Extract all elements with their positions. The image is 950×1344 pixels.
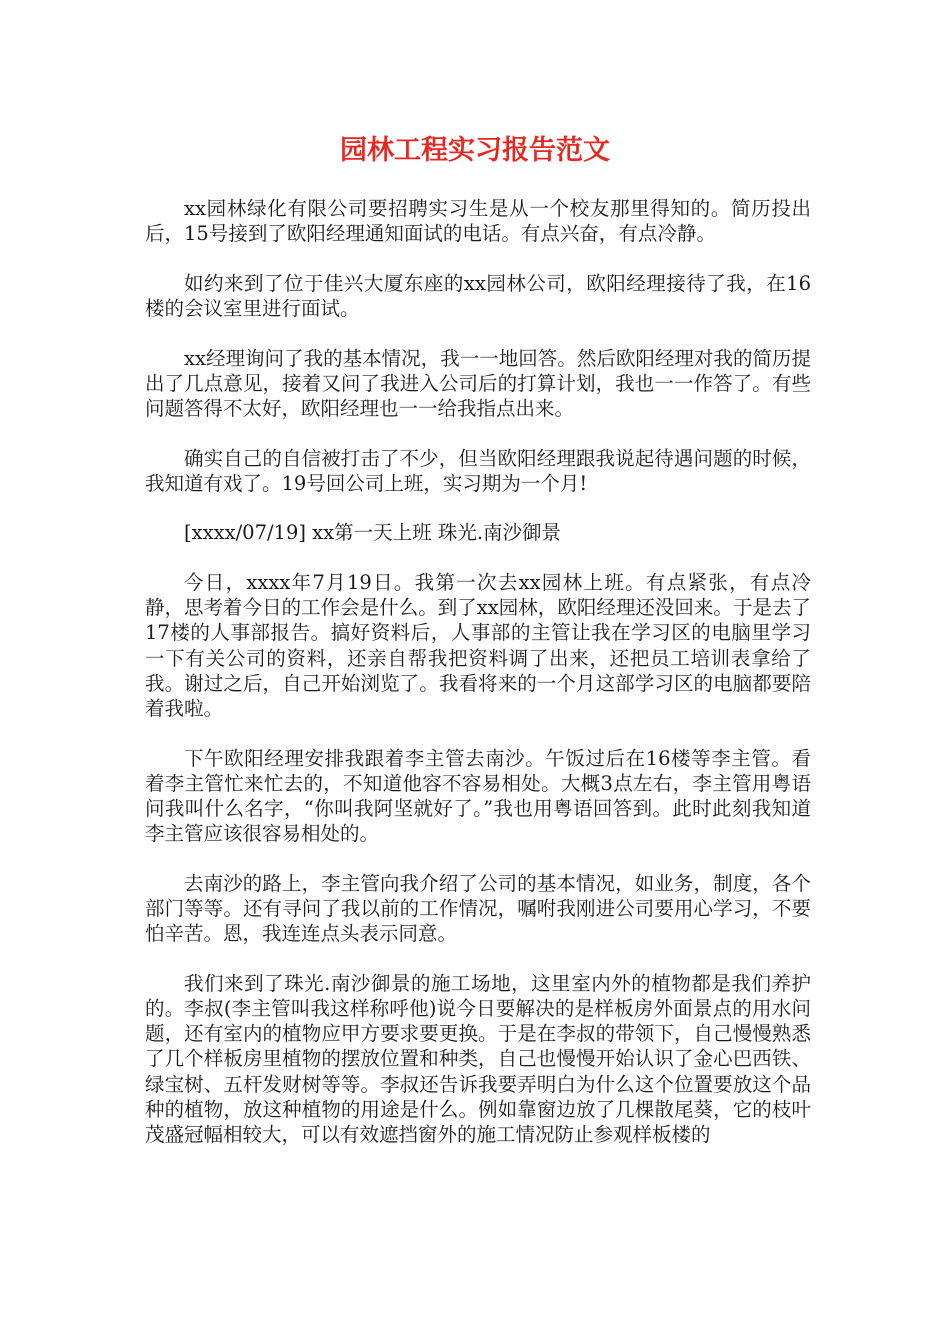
paragraph: 我们来到了珠光.南沙御景的施工场地，这里室内外的植物都是我们养护的。李叔(李主管叫我这样称呼他)说今日要解决的是样板房外面景点的用水问题，还有室内的植物应甲方要求要更换。于是在李叔的带领下，自己慢慢熟悉了几个样板房里植物的摆放位置和种类，自己也慢慢开始认识了金心巴西铁、绿宝树、五杆发财树等等。李叔还告诉我要弄明白为什么这个位置要放这个品种的植物，放这种植物的用途是什么。例如靠窗边放了几棵散尾葵，它的枝叶茂盛冠幅相较大，可以有效遮挡窗外的施工情况防止参观样板楼的 (145, 971, 811, 1147)
paragraph: xx经理询问了我的基本情况，我一一地回答。然后欧阳经理对我的简历提出了几点意见，接着又问了我进入公司后的打算计划，我也一一作答了。有些问题答得不太好，欧阳经理也一一给我指点出来。 (145, 346, 811, 420)
paragraph: 去南沙的路上，李主管向我介绍了公司的基本情况，如业务，制度，各个部门等等。还有寻问了我以前的工作情况，嘱咐我刚进公司要用心学习，不要怕辛苦。恩，我连连点头表示同意。 (145, 871, 811, 946)
paragraph: 确实自己的自信被打击了不少，但当欧阳经理跟我说起待遇问题的时候，我知道有戏了。19号回公司上班，实习期为一个月! (145, 446, 811, 495)
document-title: 园林工程实习报告范文 (340, 135, 610, 166)
document-body (145, 196, 811, 1172)
paragraph: xx园林绿化有限公司要招聘实习生是从一个校友那里得知的。简历投出后，15号接到了欧阳经理通知面试的电话。有点兴奋，有点冷静。 (145, 197, 811, 246)
paragraph: 如约来到了位于佳兴大厦东座的xx园林公司，欧阳经理接待了我，在16楼的会议室里进行面试。 (145, 271, 811, 320)
log-entry-heading: [xxxx/07/19] xx第一天上班 珠光.南沙御景 (184, 521, 562, 545)
paragraph: 今日，xxxx年7月19日。我第一次去xx园林上班。有点紧张，有点冷静，思考着今日的工作会是什么。到了xx园林，欧阳经理还没回来。于是去了17楼的人事部报告。搞好资料后，人事部的主管让我在学习区的电脑里学习一下有关公司的资料，还亲自帮我把资料调了出来，还把员工培训表拿给了我。谢过之后，自己开始浏览了。我看将来的一个月这部学习区的电脑都要陪着我啦。 (145, 570, 811, 720)
paragraph: 下午欧阳经理安排我跟着李主管去南沙。午饭过后在16楼等李主管。看着李主管忙来忙去的，不知道他容不容易相处。大概3点左右，李主管用粤语问我叫什么名字，“你叫我阿坚就好了。”我也用粤语回答到。此时此刻我知道李主管应该很容易相处的。 (145, 746, 811, 846)
